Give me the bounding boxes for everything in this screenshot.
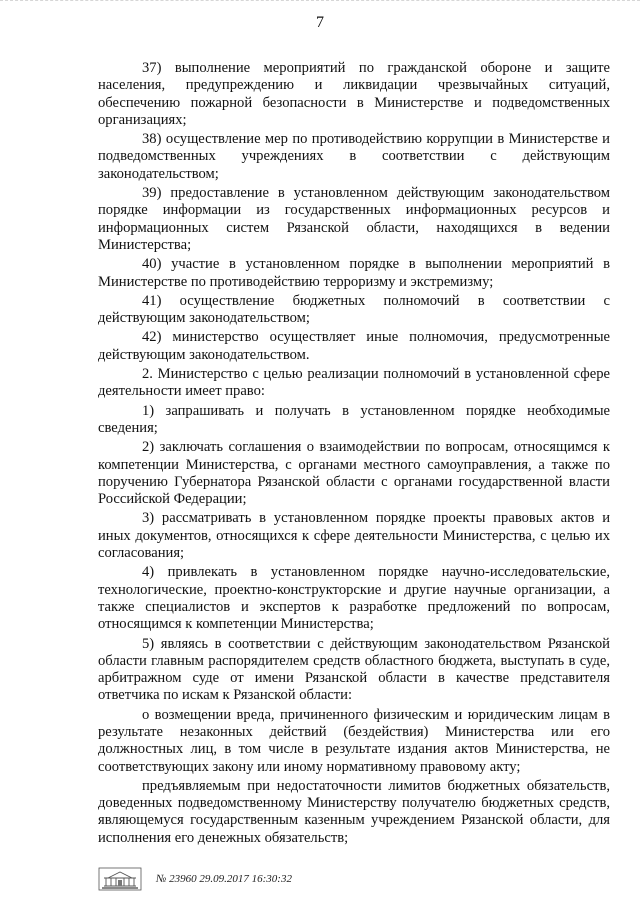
paragraph-right-5: 5) являясь в соответствии с действующим законодательством Рязанской области главным распорядителем средств областного бюджета, выступать в суде, арбитражном суде от имени Рязанской области в качестве представителя ответчика по искам к Рязанской области: [98,635,610,704]
paragraph-40: 40) участие в установленном порядке в выполнении мероприятий в Министерстве по противодействию терроризму и экстремизму; [98,256,610,290]
registration-stamp: № 23960 29.09.2017 16:30:32 [156,873,292,885]
building-seal-icon [98,867,142,891]
paragraph-38: 38) осуществление мер по противодействию коррупции в Министерстве и подведомственных учреждениях в соответствии с действующим законодательством; [98,131,610,182]
document-body [98,60,610,847]
paragraph-right-1: 1) запрашивать и получать в установленном порядке необходимые сведения; [98,402,610,436]
paragraph-42: 42) министерство осуществляет иные полномочия, предусмотренные действующим законодательством. [98,329,610,363]
paragraph-39: 39) предоставление в установленном действующим законодательством порядке информации из государственных информационных ресурсов и информационных систем Рязанской области, находящихся в ведении Министерства; [98,185,610,253]
document-footer [98,866,292,892]
paragraph-right-2: 2) заключать соглашения о взаимодействии по вопросам, относящимся к компетенции Министерства, с органами местного самоуправления, а также по поручению Губернатора Рязанской области с органами государственной власти Российской Федерации; [98,439,610,508]
scan-top-edge [0,0,640,9]
paragraph-right-4: 4) привлекать в установленном порядке научно-исследовательские, технологические, проектно-конструкторские и другие научные организации, а также специалистов и экспертов к разработке предложений по вопросам, относящимся к компетенции Министерства; [98,564,610,633]
paragraph-37: 37) выполнение мероприятий по гражданской обороне и защите населения, предупреждению и ликвидации чрезвычайных ситуаций, обеспечению пожарной безопасности в Министерстве и подведомственных организациях; [98,60,610,128]
paragraph-damages: о возмещении вреда, причиненного физическим и юридическим лицам в результате незаконных действий (бездействия) Министерства или его должностных лиц, в том числе в результате издания актов Министерства, не соответствующих закону или иному нормативному правовому акту; [98,706,610,775]
paragraph-claims: предъявляемым при недостаточности лимитов бюджетных обязательств, доведенных подведомственному Министерству получателю бюджетных средств, являющемуся государственным казенным учреждением Рязанской области, для исполнения его денежных обязательств; [98,777,610,846]
paragraph-right-3: 3) рассматривать в установленном порядке проекты правовых актов и иных документов, относящихся к сфере деятельности Министерства, с целью их согласования; [98,510,610,562]
page-number: 7 [316,14,324,31]
paragraph-section-2: 2. Министерство с целью реализации полномочий в установленной сфере деятельности имеет право: [98,366,610,400]
paragraph-41: 41) осуществление бюджетных полномочий в соответствии с действующим законодательством; [98,292,610,327]
